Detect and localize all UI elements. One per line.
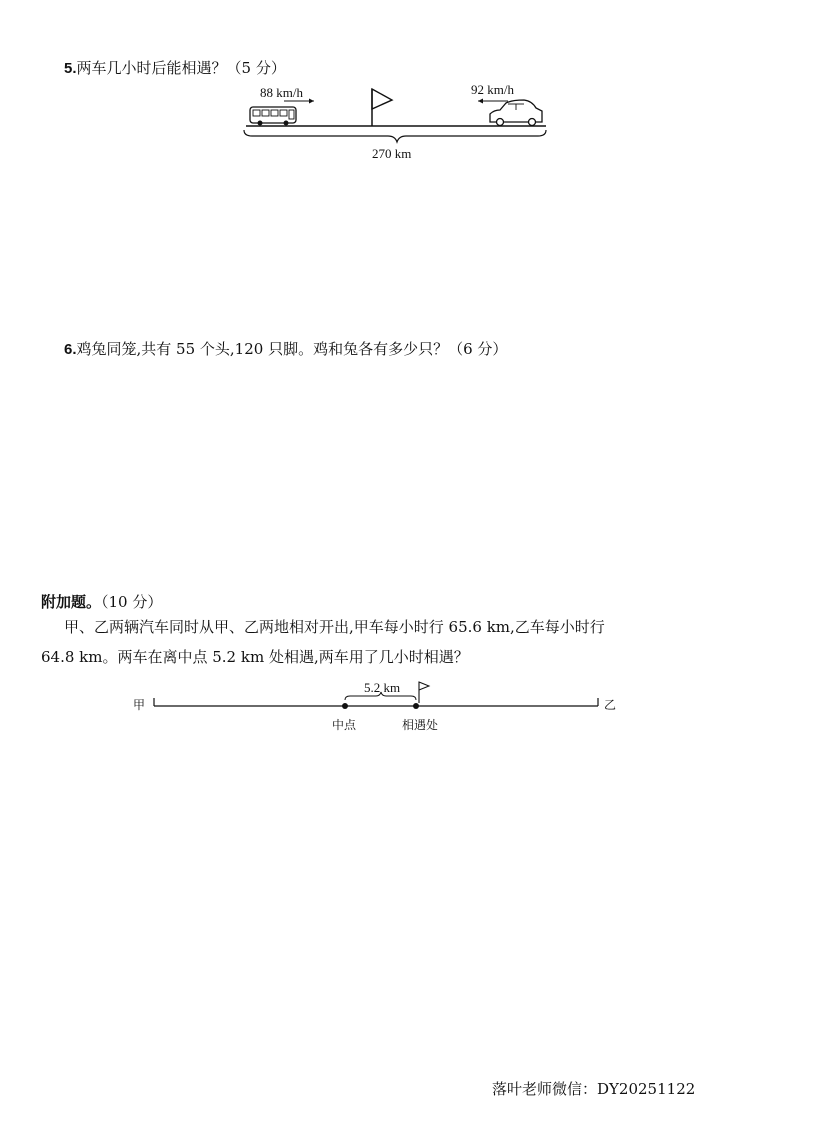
question-5: 5.两车几小时后能相遇？（5 分）	[64, 59, 286, 77]
left-place-label: 甲	[133, 698, 146, 712]
midpoint-label: 中点	[332, 718, 357, 732]
meeting-dot	[413, 703, 419, 709]
bonus-points: （10 分）	[101, 593, 163, 611]
distance-brace	[244, 130, 546, 142]
car-icon	[490, 100, 542, 126]
flag-icon	[372, 89, 392, 126]
question-6-text: 鸡兔同笼,共有 55 个头,120 只脚。鸡和兔各有多少只？（6 分）	[76, 340, 508, 358]
right-speed-label: 92 km/h	[471, 82, 514, 97]
gap-label: 5.2 km	[364, 680, 401, 695]
question-6: 6.鸡兔同笼,共有 55 个头,120 只脚。鸡和兔各有多少只？（6 分）	[64, 340, 508, 358]
bonus-diagram-graphics	[0, 660, 814, 750]
bonus-title: 附加题。	[41, 593, 102, 611]
right-place-label: 乙	[604, 698, 617, 712]
right-arrow-icon	[478, 99, 508, 104]
question-6-number: 6	[64, 341, 73, 358]
bonus-line-2: 64.8 km。两车在离中点 5.2 km 处相遇,两车用了几小时相遇？	[41, 648, 469, 666]
footer-contact: 落叶老师微信：DY20251122	[492, 1080, 696, 1098]
question-5-text: 两车几小时后能相遇？（5 分）	[76, 59, 286, 77]
left-speed-label: 88 km/h	[260, 85, 303, 100]
bus-icon	[250, 107, 296, 126]
bonus-heading	[41, 591, 162, 612]
midpoint-dot	[342, 703, 348, 709]
bonus-diagram	[0, 660, 814, 750]
meeting-label: 相遇处	[402, 718, 439, 732]
q5-diagram	[0, 0, 814, 180]
question-5-number: 5	[64, 60, 73, 77]
flag-icon	[419, 682, 429, 703]
bonus-line-1: 甲、乙两辆汽车同时从甲、乙两地相对开出,甲车每小时行 65.6 km,乙车每小时行	[64, 618, 605, 636]
distance-label: 270 km	[372, 146, 412, 161]
